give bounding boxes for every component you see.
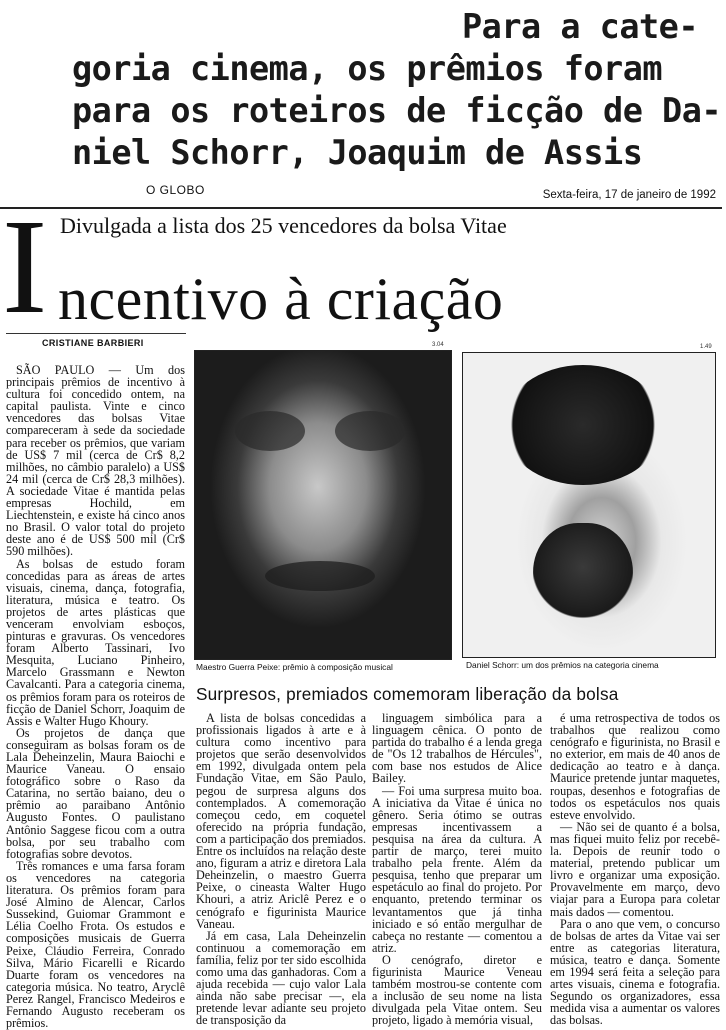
masthead bbox=[0, 183, 722, 209]
paragraph: — Foi uma surpresa muito boa. A iniciativa da Vitae é única no gênero. Seria ótimo se outras empresas incentivassem a pesquisa na área da cultura. A partir de março, terei muito trabalho pela frente. Além da pesquisa, tenho que preparar um espetáculo ao final do projeto. Por enquanto, pretendo terminar os levantamentos que já tinha iniciado e só então mergulhar de cabeça no restante — comentou a atriz. bbox=[372, 783, 542, 955]
paragraph: SÃO PAULO — Um dos principais prêmios de incentivo à cultura foi concedido ontem, na capital paulista. Vinte e cinco vencedores das bolsas Vitae compareceram à sede da sociedade para receber os prêmios, que variam de US$ 7 mil (cerca de Cr$ 8,2 milhões, no câmbio paralelo) a US$ 24 mil (cerca de Cr$ 28,3 milhões). A sociedade Vitae é mantida pelas empresas Hochild, em Liechtenstein, e existe há cinco anos no Brasil. O valor total do projeto deste ano é de US$ 500 mil (Cr$ 590 milhões). bbox=[6, 363, 185, 559]
pull-quote-line: niel Schorr, Joaquim de Assis bbox=[72, 133, 643, 172]
drop-cap: I bbox=[2, 192, 48, 342]
photo-daniel-schorr bbox=[462, 352, 716, 658]
paragraph: Para o ano que vem, o concurso de bolsas de artes da Vitae vai ser entre as categorias literatura, música, teatro e dança. Somente em 1994 será feita a seleção para artes visuais, cinema e fotografia. Segundo os organizadores, essa medida visa a aumentar os valores das bolsas. bbox=[550, 916, 720, 1028]
byline-rule bbox=[6, 333, 186, 334]
article-column bbox=[196, 711, 366, 1028]
paragraph: Os projetos de dança que conseguiram as bolsas foram os de Lala Deheinzelin, Maura Baiochi e Maurice Vaneau. O ensaio fotográfico sobre o Raso da Catarina, no sertão baiano, deu o prêmio ao paraibano Antônio Augusto Fontes. O paulistano Antônio Saggese ficou com a outra bolsa, por seu trabalho com fotografias sobre devotos. bbox=[6, 725, 185, 861]
paragraph: — Não sei de quanto é a bolsa, mas fiquei muito feliz por recebê-la. Depois de reunir todo o material, pretendo publicar um livro e organizar uma exposição. Provavelmente em março, devo viajar para a Europa para coletar mais dados — comentou. bbox=[550, 819, 720, 919]
photo-shadow bbox=[503, 365, 663, 485]
paragraph: O cenógrafo, diretor e figurinista Maurice Veneau também mostrou-se contente com a inclusão de seu nome na lista divulgada pela Vitae ontem. Seu projeto, ligado à memória visual, bbox=[372, 952, 542, 1028]
paragraph: linguagem simbólica para a linguagem cênica. O ponto de partida do trabalho é a lenda grega de "Os 12 trabalhos de Hércules", com base nos estudos de Alice Bailey. bbox=[372, 711, 542, 786]
paragraph: Já em casa, Lala Deheinzelin continuou a comemoração em família, feliz por ter sido escolhida como uma das ganhadoras. Com a ajuda recebida — cujo valor Lala ainda não sabe precisar —, ela pretende levar adiante seu projeto de transposição da bbox=[196, 928, 366, 1028]
photo-shadow bbox=[335, 411, 405, 451]
photo-shadow bbox=[265, 561, 375, 591]
newspaper-name: O GLOBO bbox=[146, 183, 205, 197]
paragraph: A lista de bolsas concedidas a profissionais ligados à arte e à cultura como incentivo para projetos que serão desenvolvidos em 1992, divulgada ontem pela Fundação Vitae, em São Paulo, pegou de surpresa alguns dos contemplados. A comemoração começou cedo, em coquetel oferecido na própria fundação, com a participação dos premiados. Entre os incluídos na relação deste ano, figuram a atriz e diretora Lala Deheinzelin, o maestro Guerra Peixe, o cineasta Walter Hugo Khouri, a atriz Ariclê Perez e o cenógrafo e figurinista Maurice Vaneau. bbox=[196, 711, 366, 931]
photo-credit: 3.04 bbox=[432, 342, 444, 348]
photo-shadow bbox=[533, 523, 633, 633]
photo-guerra-peixe bbox=[194, 350, 452, 660]
pull-quote-line: para os roteiros de ficção de Da- bbox=[72, 91, 722, 130]
pull-quote-line: goria cinema, os prêmios foram bbox=[72, 49, 663, 88]
pull-quote bbox=[72, 6, 722, 176]
article-column bbox=[372, 711, 542, 1028]
article-kicker: Divulgada a lista dos 25 vencedores da bolsa Vitae bbox=[60, 213, 507, 238]
photo-caption: Maestro Guerra Peixe: prêmio à composição musical bbox=[196, 662, 393, 672]
paragraph: Três romances e uma farsa foram os vencedores na categoria literatura. Os prêmios foram para José Almino de Alencar, Carlos Sussekind, Guiomar Grammont e Lélia Coelho Frota. Os estudos e composições musicais de Guerra Peixe, Cláudio Ferreira, Conrado Silva, Mário Ficarelli e Ricardo Duarte foram os vencedores na categoria música. No teatro, Aryclê Perez Rangel, Francisco Medeiros e Fernando Augusto receberam os prêmios. bbox=[6, 858, 185, 1030]
byline: CRISTIANE BARBIERI bbox=[42, 338, 144, 348]
photo-caption: Daniel Schorr: um dos prêmios na categoria cinema bbox=[466, 660, 659, 670]
article-headline: ncentivo à criação bbox=[58, 266, 504, 332]
publication-date: Sexta-feira, 17 de janeiro de 1992 bbox=[542, 189, 716, 201]
photo-credit: 1.49 bbox=[700, 344, 712, 350]
photo-shadow bbox=[235, 411, 305, 451]
paragraph: é uma retrospectiva de todos os trabalhos que realizou como cenógrafo e figurinista, no Brasil e no exterior, em mais de 40 anos de dedicação ao teatro e à dança. Maurice pretende juntar maquetes, roupas, desenhos e fotografias de todos os espetáculos nos quais esteve envolvido. bbox=[550, 711, 720, 822]
paragraph: As bolsas de estudo foram concedidas para as áreas de artes visuais, cinema, dança, fotografia, literatura, música e teatro. Os projetos de artes plásticas que venceram envolviam esboços, pinturas e gravuras. Os vencedores foram Alberto Tassinari, Ivo Mesquita, Luciano Pinheiro, Marcelo Grassmann e Newton Cavalcanti. Para a categoria cinema, os prêmios foram para os roteiros de ficção de Daniel Schorr, Joaquim de Assis e Walter Hugo Khoury. bbox=[6, 556, 185, 728]
article-subhead: Surpresos, premiados comemoram liberação da bolsa bbox=[196, 684, 619, 704]
article-column bbox=[550, 711, 720, 1028]
pull-quote-line: Para a cate- bbox=[462, 7, 699, 46]
article-left-column bbox=[6, 363, 185, 1030]
